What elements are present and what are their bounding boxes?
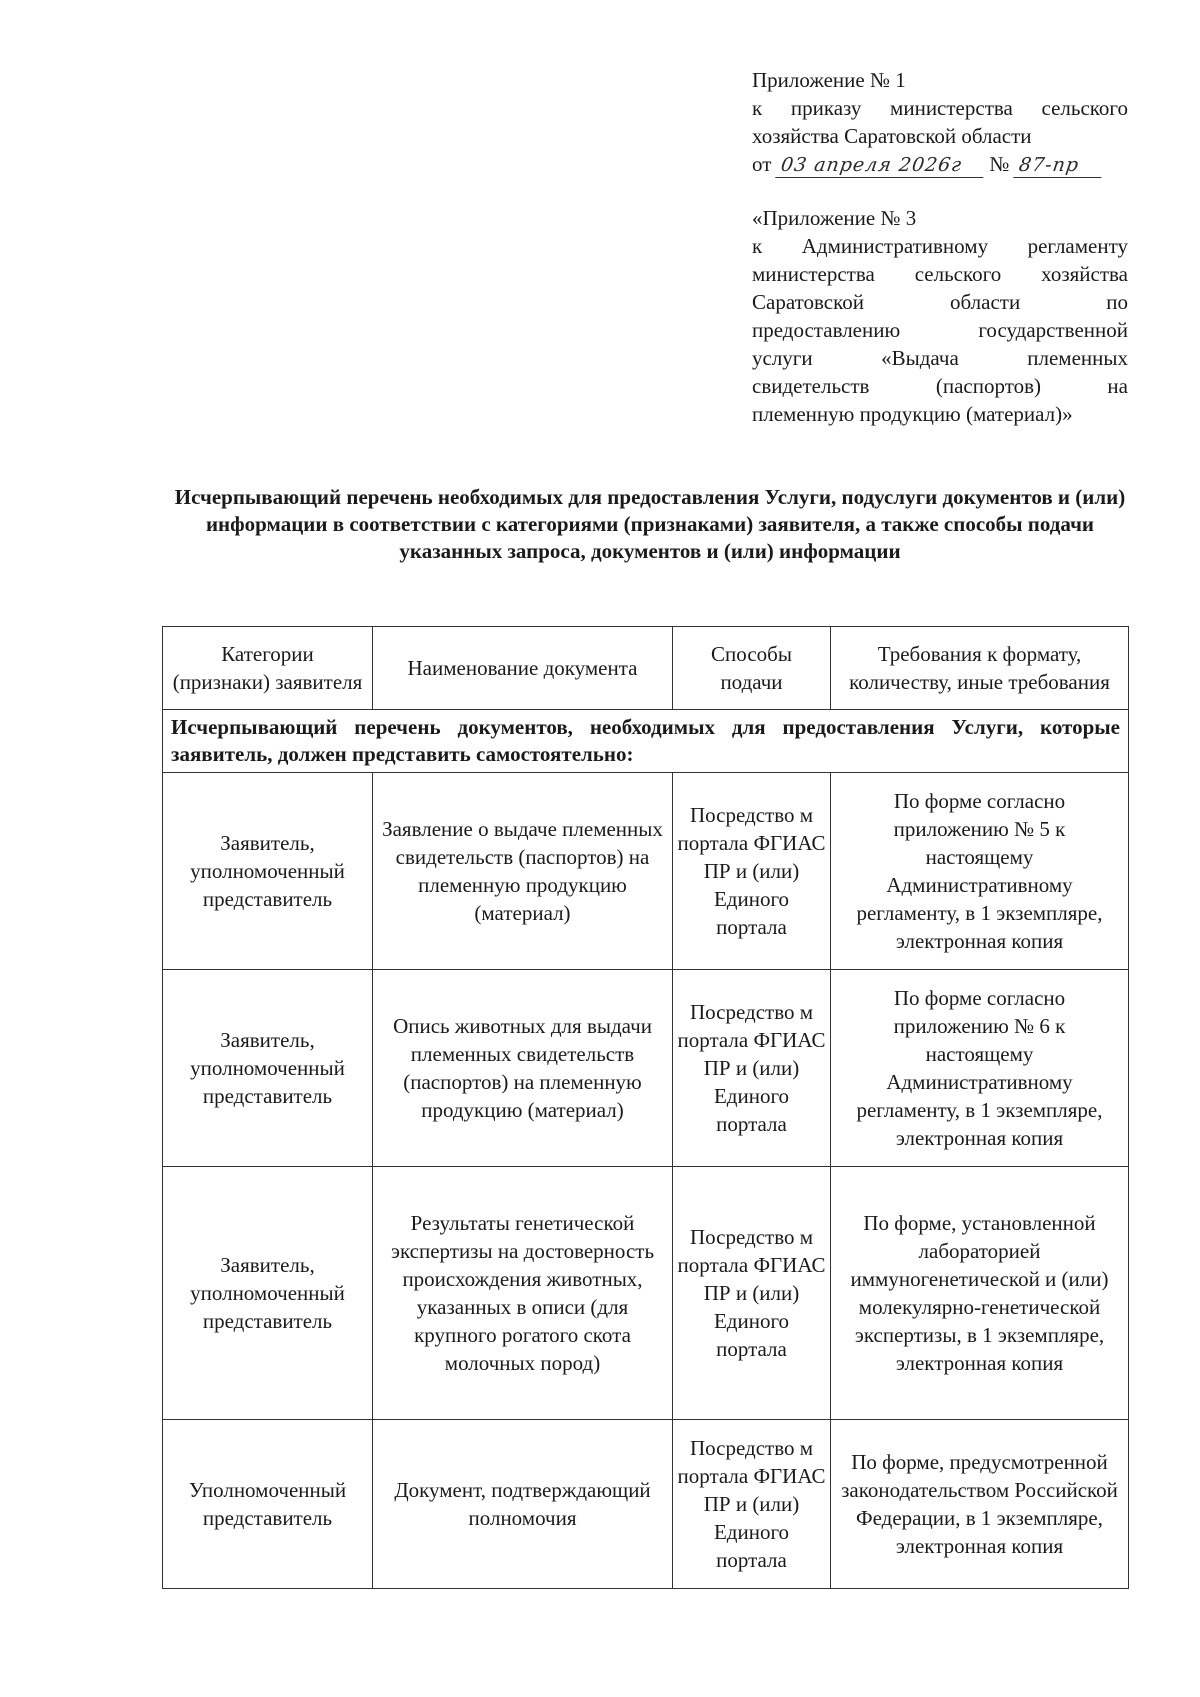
cell-category: Уполномоченный представитель bbox=[163, 1420, 373, 1589]
annex-3-line: «Приложение № 3 bbox=[752, 206, 917, 230]
order-date-row bbox=[752, 150, 1128, 178]
cell-method: Посредство м портала ФГИАС ПР и (или) Единого портала bbox=[673, 773, 831, 970]
cell-requirements: По форме, предусмотренной законодательством Российской Федерации, в 1 экземпляре, электронная копия bbox=[831, 1420, 1129, 1589]
cell-category: Заявитель, уполномоченный представитель bbox=[163, 1167, 373, 1420]
cell-method: Посредство м портала ФГИАС ПР и (или) Единого портала bbox=[673, 1420, 831, 1589]
documents-table bbox=[162, 626, 1129, 1589]
cell-requirements: По форме, установленной лабораторией иммуногенетической и (или) молекулярно-генетической экспертизы, в 1 экземпляре, электронная копия bbox=[831, 1167, 1129, 1420]
cell-requirements: По форме согласно приложению № 5 к настоящему Административному регламенту, в 1 экземпляре, электронная копия bbox=[831, 773, 1129, 970]
annex-3-line: министерства сельского хозяйства bbox=[752, 262, 1128, 286]
table-header-row bbox=[163, 627, 1129, 710]
table-row bbox=[163, 1420, 1129, 1589]
annex-3-line: услуги «Выдача племенных bbox=[752, 346, 1128, 370]
cell-document: Заявление о выдаче племенных свидетельств (паспортов) на племенную продукцию (материал) bbox=[373, 773, 673, 970]
annex-3-line: Саратовской области по bbox=[752, 290, 1128, 314]
column-header-method: Способы подачи bbox=[673, 627, 831, 710]
annex-1-header bbox=[752, 66, 1128, 178]
table-row bbox=[163, 1167, 1129, 1420]
cell-document: Результаты генетической экспертизы на достоверность происхождения животных, указанных в описи (для крупного рогатого скота молочных пород) bbox=[373, 1167, 673, 1420]
document-title: Исчерпывающий перечень необходимых для предоставления Услуги, подуслуги документов и (или) информации в соответствии с категориями (признаками) заявителя, а также способы подачи указанных запроса, документов и (или) информации bbox=[174, 485, 1126, 563]
annex-1-line: к приказу министерства сельского bbox=[752, 96, 1128, 120]
cell-requirements: По форме согласно приложению № 6 к настоящему Административному регламенту, в 1 экземпляре, электронная копия bbox=[831, 970, 1129, 1167]
column-header-requirements: Требования к формату, количеству, иные требования bbox=[831, 627, 1129, 710]
cell-method: Посредство м портала ФГИАС ПР и (или) Единого портала bbox=[673, 1167, 831, 1420]
cell-document: Опись животных для выдачи племенных свидетельств (паспортов) на племенную продукцию (материал) bbox=[373, 970, 673, 1167]
cell-method: Посредство м портала ФГИАС ПР и (или) Единого портала bbox=[673, 970, 831, 1167]
date-prefix: от bbox=[752, 152, 772, 176]
annex-3-header bbox=[752, 204, 1128, 428]
annex-3-line: племенную продукцию (материал)» bbox=[752, 402, 1073, 426]
annex-3-line: предоставлению государственной bbox=[752, 318, 1128, 342]
column-header-document: Наименование документа bbox=[373, 627, 673, 710]
column-header-category: Категории (признаки) заявителя bbox=[163, 627, 373, 710]
handwritten-number: 87-пр bbox=[1014, 153, 1106, 178]
table-row bbox=[163, 970, 1129, 1167]
cell-category: Заявитель, уполномоченный представитель bbox=[163, 773, 373, 970]
section-row bbox=[163, 710, 1129, 773]
annex-1-line: хозяйства Саратовской области bbox=[752, 124, 1032, 148]
cell-category: Заявитель, уполномоченный представитель bbox=[163, 970, 373, 1167]
cell-document: Документ, подтверждающий полномочия bbox=[373, 1420, 673, 1589]
annex-3-line: свидетельств (паспортов) на bbox=[752, 374, 1128, 398]
annex-1-title: Приложение № 1 bbox=[752, 68, 906, 92]
annex-3-line: к Административному регламенту bbox=[752, 234, 1128, 258]
number-prefix: № bbox=[989, 152, 1010, 176]
section-heading: Исчерпывающий перечень документов, необходимых для предоставления Услуги, которые заявитель, должен представить самостоятельно: bbox=[163, 710, 1129, 773]
handwritten-date: 03 апреля 2026г bbox=[776, 153, 988, 178]
table-row bbox=[163, 773, 1129, 970]
